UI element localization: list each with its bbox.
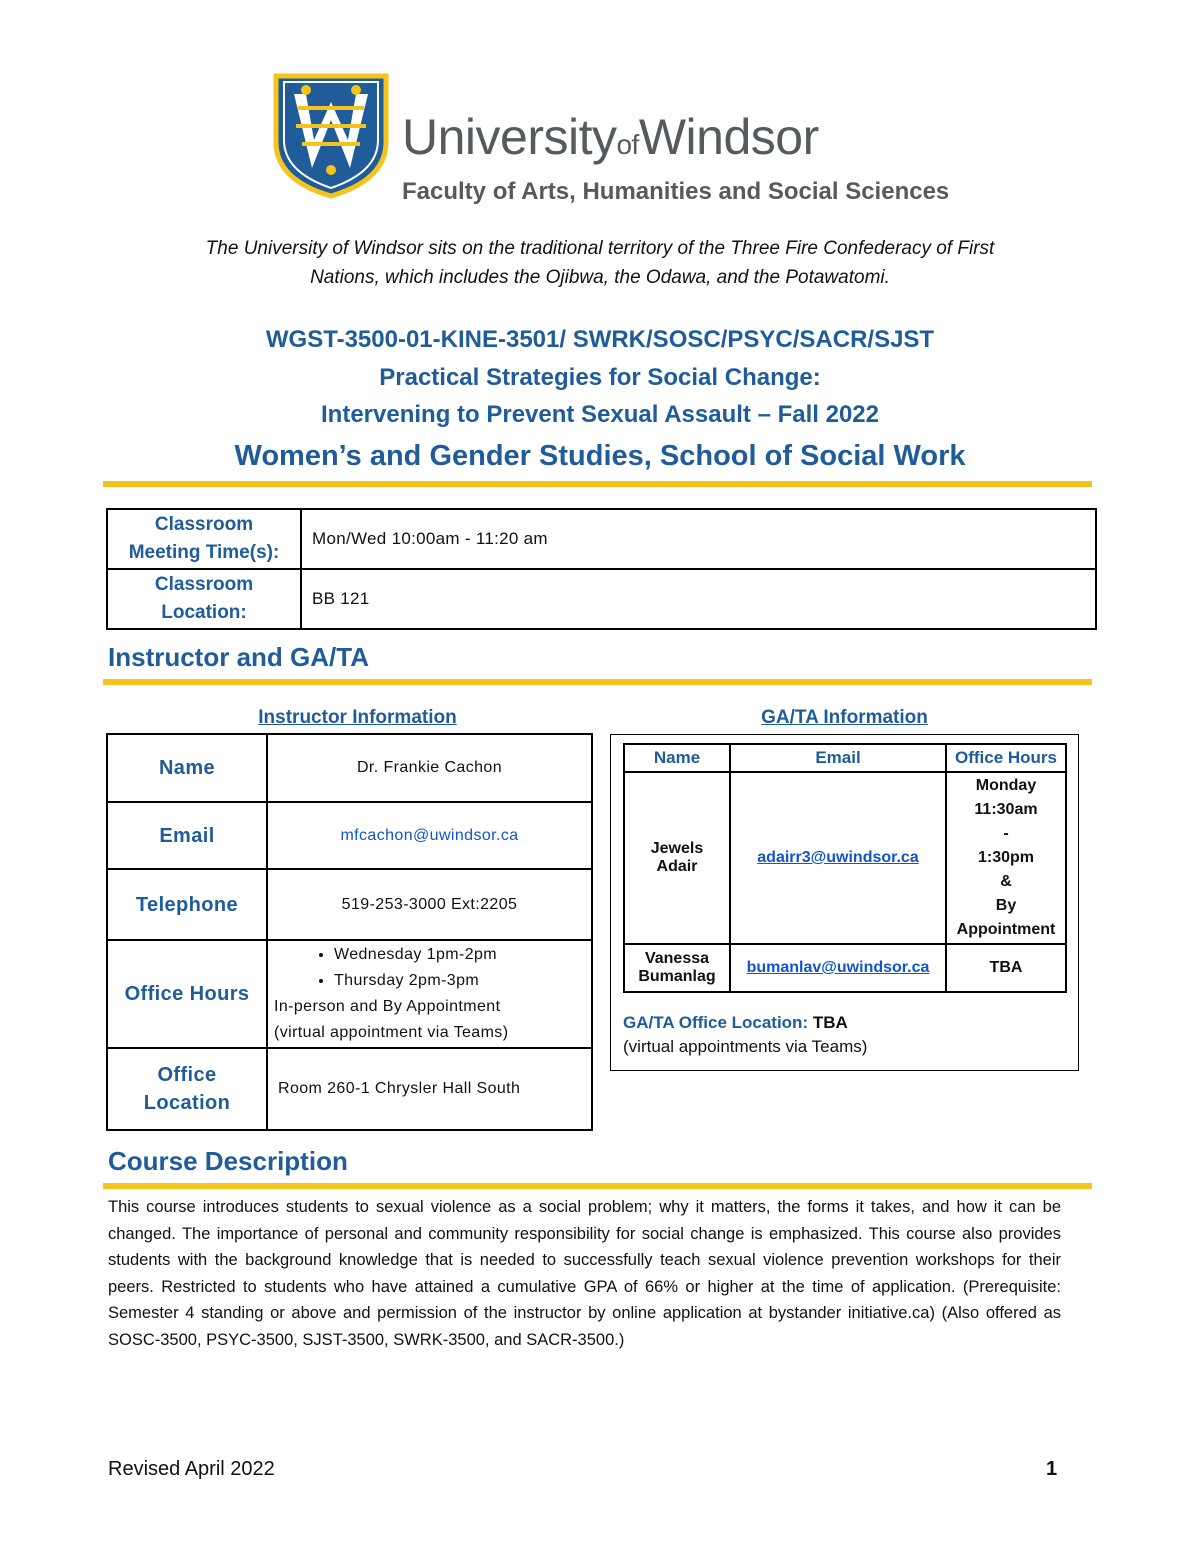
telephone-label: Telephone	[107, 869, 267, 940]
instructor-section-heading: Instructor and GA/TA	[108, 642, 369, 672]
list-item: • Thursday 2pm-3pm	[334, 968, 590, 994]
office-hours-note: In-person and By Appointment	[274, 998, 501, 1015]
office-hours-label: Office Hours	[107, 940, 267, 1048]
list-item: • Wednesday 1pm-2pm	[334, 942, 590, 968]
divider-bar	[103, 679, 1092, 685]
table-row	[107, 569, 1096, 629]
university-shield-logo	[272, 72, 390, 205]
office-location-label: Office Location	[107, 1048, 267, 1130]
page-number: 1	[1046, 1458, 1058, 1480]
location-label: Classroom Location:	[107, 569, 301, 629]
ga-table	[623, 743, 1067, 993]
table-row	[107, 802, 592, 869]
table-row	[624, 944, 1066, 992]
office-hours-note: (virtual appointment via Teams)	[274, 1024, 509, 1041]
email-label: Email	[107, 802, 267, 869]
meeting-time-label: Classroom Meeting Time(s):	[107, 509, 301, 569]
table-row	[107, 734, 592, 802]
instructor-office-hours	[267, 940, 592, 1048]
ga-info-box	[610, 734, 1079, 1071]
ga-office-location-note: (virtual appointments via Teams)	[623, 1037, 868, 1056]
course-description-text: This course introduces students to sexual violence as a social problem; why it matters, the forms it takes, and how it can be changed. The importance of personal and community responsibility for social change is emphasized. This course also provides students with the background knowledge that is needed to successfully teach sexual violence prevention workshops for their peers. Restricted to students who have attained a cumulative GPA of 66% or higher at the time of application. (Prerequisite: Semester 4 standing or above and permission of the instructor by online application at bystander initiative.ca) (Also offered as SOSC-3500, PSYC-3500, SJST-3500, SWRK-3500, and SACR-3500.)	[108, 1198, 1061, 1349]
ga-info-heading: GA/TA Information	[761, 707, 928, 728]
instructor-email-link[interactable]: mfcachon@uwindsor.ca	[267, 802, 592, 869]
course-description-heading: Course Description	[108, 1146, 348, 1176]
land-acknowledgement-line-2: Nations, which includes the Ojibwa, the Odawa, and the Potawatomi.	[310, 267, 890, 288]
table-row	[107, 869, 592, 940]
ga-email-link[interactable]: bumanlav@uwindsor.ca	[746, 959, 930, 976]
instructor-info-heading: Instructor Information	[258, 707, 457, 728]
ga-email-cell	[730, 944, 946, 992]
ga-office-hours: TBA	[946, 944, 1066, 992]
revised-date: Revised April 2022	[108, 1458, 275, 1480]
meeting-time-value: Mon/Wed 10:00am - 11:20 am	[301, 509, 1096, 569]
land-acknowledgement-line-1: The University of Windsor sits on the traditional territory of the Three Fire Confederacy of First	[205, 238, 995, 259]
divider-bar	[103, 1183, 1092, 1189]
meeting-table	[106, 508, 1097, 630]
ga-header-email: Email	[730, 744, 946, 772]
faculty-name: Faculty of Arts, Humanities and Social Sciences	[402, 178, 950, 205]
ga-name: Vanessa Bumanlag	[624, 944, 730, 992]
ga-name: Jewels Adair	[624, 772, 730, 944]
location-value: BB 121	[301, 569, 1096, 629]
ga-office-location: GA/TA Office Location: TBA	[623, 1013, 848, 1032]
instructor-table	[106, 733, 593, 1131]
table-row	[107, 509, 1096, 569]
table-row	[624, 772, 1066, 944]
instructor-telephone: 519-253-3000 Ext:2205	[267, 869, 592, 940]
ga-header-name: Name	[624, 744, 730, 772]
course-title-line-2: Practical Strategies for Social Change:	[379, 364, 821, 391]
course-title-line-3: Intervening to Prevent Sexual Assault – Fall 2022	[321, 401, 879, 428]
ga-email-cell	[730, 772, 946, 944]
ga-office-hours: Monday 11:30am - 1:30pm & By Appointment	[946, 772, 1066, 944]
divider-bar	[103, 481, 1092, 487]
table-header-row	[624, 744, 1066, 772]
department-title: Women’s and Gender Studies, School of Social Work	[234, 440, 966, 472]
university-name: UniversityofWindsor	[402, 109, 819, 165]
instructor-office-location: Room 260-1 Chrysler Hall South	[267, 1048, 592, 1130]
office-hours-list	[274, 942, 590, 994]
instructor-name: Dr. Frankie Cachon	[267, 734, 592, 802]
course-code: WGST-3500-01-KINE-3501/ SWRK/SOSC/PSYC/SACR/SJST	[265, 326, 935, 353]
ga-header-office-hours: Office Hours	[946, 744, 1066, 772]
name-label: Name	[107, 734, 267, 802]
table-row	[107, 940, 592, 1048]
ga-email-link[interactable]: adairr3@uwindsor.ca	[757, 849, 919, 866]
table-row	[107, 1048, 592, 1130]
